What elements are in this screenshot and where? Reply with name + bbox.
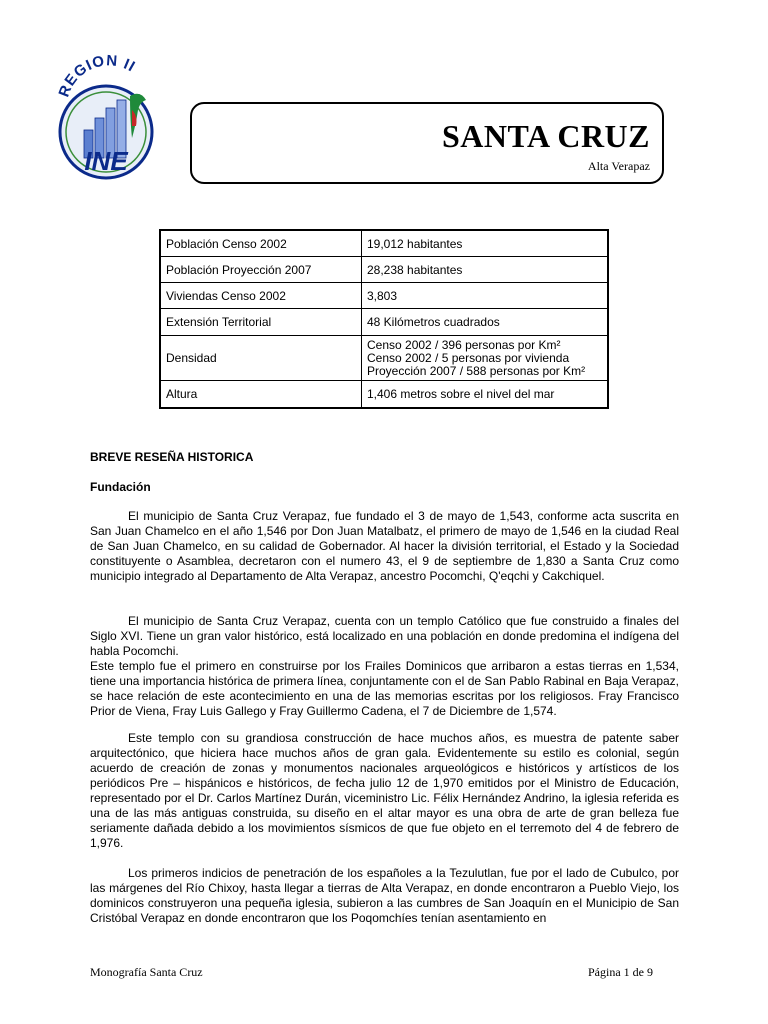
table-cell-label: Extensión Territorial: [160, 309, 362, 336]
title-box: [190, 102, 664, 184]
ine-region-logo: [56, 52, 160, 202]
paragraph-text: Este templo fue el primero en construirse por los Frailes Dominicos que arribaron a estas tierras en 1,534, tiene una importancia histórica de primera línea, conjuntamente con el de San Pablo Rabinal en Baja Verapaz, se hace relación de este acontecimiento en una de las memorias escritas por los religiosos. Fray Francisco Prior de Viena, Fray Luis Gallego y Fray Guillermo Cadena, el 7 de Diciembre de 1,574.: [90, 659, 679, 718]
paragraph-text: El municipio de Santa Cruz Verapaz, fue fundado el 3 de mayo de 1,543, conforme acta suscrita en San Juan Chamelco en el año 1,546 por Don Juan Matalbatz, el primero de mayo de 1,546 en la ciudad Real de San Juan Chamelco, en su calidad de Gobernador. Al hacer la división territorial, el Estado y la Sociedad constituyente o Asamblea, decretaron con el numero 43, el 9 de septiembre de 1,830 a Santa Cruz como municipio integrado al Departamento de Alta Verapaz, ancestro Pocomchi, Q'eqchi y Cakchiquel.: [90, 509, 679, 583]
table-row: [160, 381, 608, 409]
table-cell-value: 48 Kilómetros cuadrados: [362, 309, 609, 336]
table-cell-label: Altura: [160, 381, 362, 409]
density-line: Censo 2002 / 5 personas por vivienda: [367, 350, 570, 365]
density-line: Proyección 2007 / 588 personas por Km²: [367, 363, 586, 378]
logo-region-text: REGION II: [56, 52, 139, 100]
table-row: [160, 336, 608, 381]
paragraph-5: [90, 866, 679, 926]
table-cell-value: 3,803: [362, 283, 609, 309]
table-cell-label: Población Proyección 2007: [160, 257, 362, 283]
table-cell-value: 19,012 habitantes: [362, 230, 609, 257]
logo-ine-text: INE: [84, 146, 128, 176]
paragraph-text: El municipio de Santa Cruz Verapaz, cuenta con un templo Católico que fue construido a finales del Siglo XVI. Tiene un gran valor histórico, está localizado en una población en donde predomina el indígena del habla Pocomchi.: [90, 614, 679, 658]
paragraph-2: [90, 614, 679, 719]
paragraph-text: Los primeros indicios de penetración de los españoles a la Tezulutlan, fue por el lado de Cubulco, por las márgenes del Río Chixoy, hasta llegar a tierras de Alta Verapaz, en donde encontraron a Pueblo Viejo, los dominicos construyeron una pequeña iglesia, subieron a las cumbres de San Joaquín en el Municipio de San Cristóbal Verapaz en donde encontraron que los Poqomchíes tenían asentamiento en: [90, 866, 679, 925]
table-row: [160, 257, 608, 283]
paragraph-4: [90, 731, 679, 851]
paragraph-text: Este templo con su grandiosa construcción de hace muchos años, es muestra de patente saber arquitectónico, que hiciera hace muchos años de gran gala. Evidentemente su estilo es colonial, según acuerdo de creación de zonas y monumentos nacionales arqueológicos e históricos y artísticos de los periódicos Pre – hispánicos e históricos, de fecha julio 12 de 1,970 emitidos por el Ministro de Educación, representado por el Dr. Carlos Martínez Durán, viceministro Lic. Félix Hernández Andrino, la iglesia referida es una de las más antiguas construida, su diseño en el altar mayor es una obra de arte de gran belleza fue seriamente dañada debido a los movimientos sísmicos de que fue objeto en el terremoto del 4 de febrero de 1,976.: [90, 731, 679, 850]
page-title: SANTA CRUZ: [442, 118, 650, 154]
subheading-fundacion: Fundación: [90, 480, 151, 494]
table-cell-value: [362, 336, 609, 381]
table-cell-value: 1,406 metros sobre el nivel del mar: [362, 381, 609, 409]
table-cell-value: 28,238 habitantes: [362, 257, 609, 283]
table-cell-label: Densidad: [160, 336, 362, 381]
paragraph-1: [90, 509, 679, 584]
table-cell-label: Viviendas Censo 2002: [160, 283, 362, 309]
statistics-table: [159, 229, 609, 409]
density-line: Censo 2002 / 396 personas por Km²: [367, 337, 561, 352]
footer-document-name: Monografía Santa Cruz: [90, 965, 203, 979]
table-row: [160, 309, 608, 336]
table-row: [160, 283, 608, 309]
footer-page-number: Página 1 de 9: [588, 965, 653, 979]
table-row: [160, 230, 608, 257]
section-heading: BREVE RESEÑA HISTORICA: [90, 450, 254, 464]
table-cell-label: Población Censo 2002: [160, 230, 362, 257]
page-subtitle: Alta Verapaz: [587, 159, 650, 173]
